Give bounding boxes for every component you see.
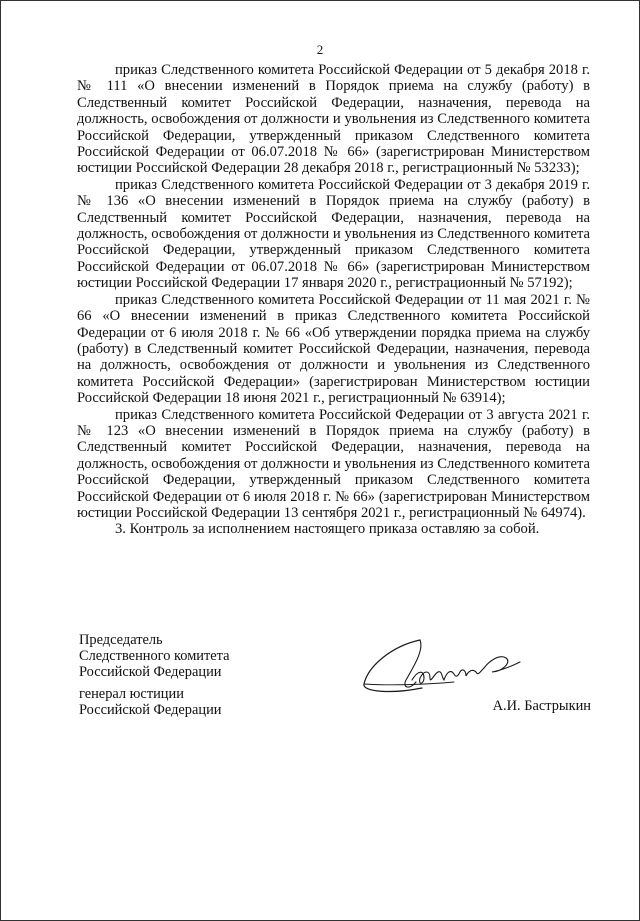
paragraph-order-66: приказ Следственного комитета Российской Федерации от 11 мая 2021 г. № 66 «О внесении изменений в приказ Следственного комитета Российской Федерации от 6 июля 2018 г. № 66 «Об утверждении порядка приема на службу (работу) в Следственный комитет Российской Федерации, назначения, перевода на должность, освобождения от должности и увольнения из Следственного комитета Российской Федерации» (зарегистрирован Министерством юстиции Российской Федерации 18 июня 2021 г., регистрационный № 63914); xyxy=(77,291,590,407)
document-body xyxy=(77,62,590,538)
page-number: 2 xyxy=(316,42,324,57)
signer-position-line: Российской Федерации xyxy=(79,664,222,680)
paragraph-control-clause: 3. Контроль за исполнением настоящего приказа оставляю за собой. xyxy=(115,521,540,538)
signer-rank xyxy=(79,686,221,718)
handwritten-signature xyxy=(362,636,522,698)
signer-position-line: Следственного комитета xyxy=(79,648,230,664)
paragraph-order-136: приказ Следственного комитета Российской Федерации от 3 декабря 2019 г. № 136 «О внесении изменений в Порядок приема на службу (работу) в Следственный комитет Российской Федерации, назначения, перевода на должность, освобождения от должности и увольнения из Следственного комитета Российской Федерации, утвержденный приказом Следственного комитета Российской Федерации от 06.07.2018 № 66» (зарегистрирован Министерством юстиции Российской Федерации 17 января 2020 г., регистрационный № 57192); xyxy=(77,176,590,292)
paragraph-order-111: приказ Следственного комитета Российской Федерации от 5 декабря 2018 г. № 111 «О внесении изменений в Порядок приема на службу (работу) в Следственный комитет Российской Федерации, назначения, перевода на должность, освобождения от должности и увольнения из Следственного комитета Российской Федерации, утвержденный приказом Следственного комитета Российской Федерации от 06.07.2018 № 66» (зарегистрирован Министерством юстиции Российской Федерации 28 декабря 2018 г., регистрационный № 53233); xyxy=(77,62,590,177)
signer-position xyxy=(79,632,230,680)
signer-name: А.И. Бастрыкин xyxy=(492,698,591,714)
signer-rank-line: генерал юстиции xyxy=(79,686,184,702)
signer-position-line: Председатель xyxy=(79,632,163,648)
signer-rank-line: Российской Федерации xyxy=(79,702,222,718)
paragraph-order-123: приказ Следственного комитета Российской Федерации от 3 августа 2021 г. № 123 «О внесении изменений в Порядок приема на службу (работу) в Следственный комитет Российской Федерации, назначения, перевода на должность, освобождения от должности и увольнения из Следственного комитета Российской Федерации, утвержденный приказом Следственного комитета Российской Федерации от 6 июля 2018 г. № 66» (зарегистрирован Министерством юстиции Российской Федерации 13 сентября 2021 г., регистрационный № 64974). xyxy=(77,406,590,521)
